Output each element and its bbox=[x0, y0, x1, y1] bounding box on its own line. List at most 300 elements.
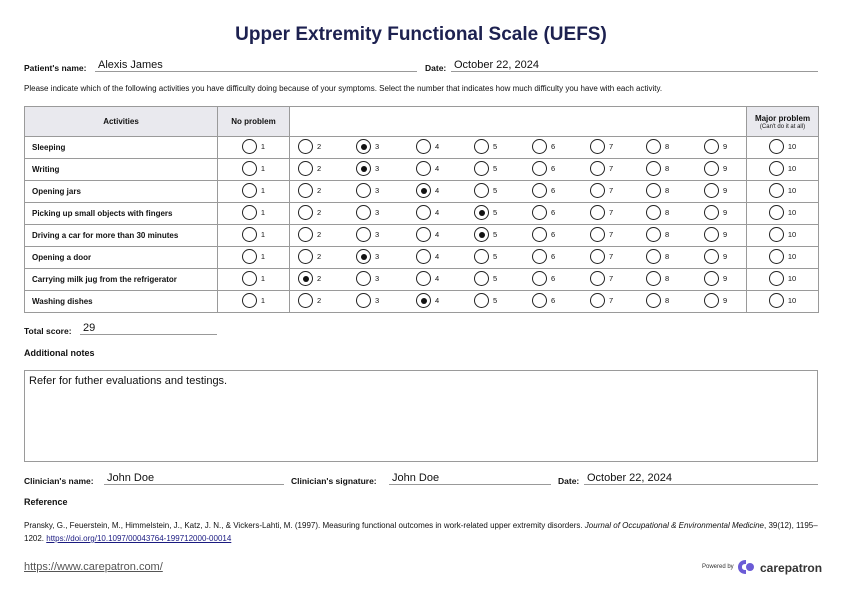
rating-option[interactable] bbox=[532, 271, 555, 286]
scale-cell bbox=[290, 137, 747, 159]
rating-option[interactable] bbox=[590, 205, 613, 220]
rating-option[interactable] bbox=[590, 249, 613, 264]
radio-button[interactable] bbox=[298, 205, 313, 220]
bottom-date-field[interactable]: October 22, 2024 bbox=[584, 472, 818, 485]
rating-number: 7 bbox=[609, 230, 614, 239]
rating-number: 4 bbox=[435, 208, 440, 217]
radio-button[interactable] bbox=[646, 139, 661, 154]
no-problem-cell bbox=[218, 247, 290, 269]
rating-option[interactable] bbox=[242, 249, 265, 264]
radio-button[interactable] bbox=[416, 227, 431, 242]
rating-option[interactable] bbox=[242, 271, 265, 286]
table-row bbox=[25, 159, 819, 181]
patient-name-field[interactable]: Alexis James bbox=[95, 59, 417, 72]
rating-number: 9 bbox=[723, 230, 728, 239]
radio-button[interactable] bbox=[646, 271, 661, 286]
rating-number: 3 bbox=[375, 208, 380, 217]
rating-option[interactable] bbox=[590, 183, 613, 198]
radio-button[interactable] bbox=[646, 293, 661, 308]
table-row bbox=[25, 225, 819, 247]
radio-button[interactable] bbox=[532, 293, 547, 308]
radio-button[interactable] bbox=[769, 139, 784, 154]
rating-option[interactable] bbox=[704, 183, 727, 198]
rating-option[interactable] bbox=[704, 249, 727, 264]
rating-number: 7 bbox=[609, 208, 614, 217]
rating-number: 2 bbox=[317, 252, 322, 261]
rating-number: 5 bbox=[493, 230, 498, 239]
radio-button[interactable] bbox=[356, 205, 371, 220]
reference-authors: Pransky, G., Feuerstein, M., Himmelstein, J., Katz, J. N., & Vickers-Lahti, M. (1997). Measuring functional outcomes in work-related upper extremity disorders. bbox=[24, 521, 585, 530]
rating-number: 5 bbox=[493, 296, 498, 305]
radio-button[interactable] bbox=[298, 293, 313, 308]
rating-number: 7 bbox=[609, 296, 614, 305]
rating-option[interactable] bbox=[298, 205, 321, 220]
rating-number: 8 bbox=[665, 252, 670, 261]
rating-number: 10 bbox=[787, 142, 797, 151]
major-problem-cell bbox=[747, 247, 819, 269]
radio-button[interactable] bbox=[474, 183, 489, 198]
radio-button[interactable] bbox=[704, 271, 719, 286]
rating-number: 8 bbox=[665, 164, 670, 173]
table-row bbox=[25, 291, 819, 313]
rating-option[interactable] bbox=[590, 227, 613, 242]
radio-button[interactable] bbox=[704, 227, 719, 242]
radio-button[interactable] bbox=[769, 249, 784, 264]
rating-number: 2 bbox=[317, 142, 322, 151]
rating-number: 1 bbox=[260, 230, 266, 239]
rating-number: 10 bbox=[787, 230, 797, 239]
radio-button[interactable] bbox=[704, 183, 719, 198]
rating-number: 3 bbox=[375, 274, 380, 283]
radio-button[interactable] bbox=[646, 249, 661, 264]
rating-option[interactable] bbox=[474, 249, 497, 264]
rating-number: 8 bbox=[665, 142, 670, 151]
rating-option[interactable] bbox=[532, 293, 555, 308]
radio-button[interactable] bbox=[416, 139, 431, 154]
rating-number: 10 bbox=[787, 274, 797, 283]
radio-button[interactable] bbox=[298, 249, 313, 264]
activity-label: Opening jars bbox=[25, 181, 218, 203]
rating-option[interactable] bbox=[416, 249, 439, 264]
rating-option[interactable] bbox=[298, 139, 321, 154]
radio-button[interactable] bbox=[356, 139, 371, 154]
rating-option[interactable] bbox=[416, 293, 439, 308]
rating-option[interactable] bbox=[416, 227, 439, 242]
date-field[interactable]: October 22, 2024 bbox=[451, 59, 818, 72]
reference-text bbox=[24, 519, 824, 545]
rating-option[interactable] bbox=[704, 271, 727, 286]
rating-option[interactable] bbox=[416, 161, 439, 176]
rating-option[interactable] bbox=[646, 227, 669, 242]
radio-button[interactable] bbox=[532, 205, 547, 220]
radio-button[interactable] bbox=[769, 293, 784, 308]
rating-option[interactable] bbox=[242, 139, 265, 154]
rating-option[interactable] bbox=[532, 227, 555, 242]
scale-cell bbox=[290, 225, 747, 247]
table-row bbox=[25, 203, 819, 225]
radio-button[interactable] bbox=[769, 227, 784, 242]
rating-option[interactable] bbox=[646, 249, 669, 264]
activities-header: Activities bbox=[25, 107, 218, 137]
rating-option[interactable] bbox=[416, 139, 439, 154]
table-row bbox=[25, 247, 819, 269]
rating-option[interactable] bbox=[646, 183, 669, 198]
rating-option[interactable] bbox=[356, 139, 379, 154]
radio-button[interactable] bbox=[474, 271, 489, 286]
rating-number: 7 bbox=[609, 252, 614, 261]
clinician-name-field[interactable]: John Doe bbox=[104, 472, 284, 485]
rating-option[interactable] bbox=[769, 249, 796, 264]
rating-number: 4 bbox=[435, 186, 440, 195]
rating-option[interactable] bbox=[242, 205, 265, 220]
rating-option[interactable] bbox=[416, 205, 439, 220]
rating-number: 9 bbox=[723, 164, 728, 173]
no-problem-cell bbox=[218, 203, 290, 225]
bottom-date-label: Date: bbox=[558, 476, 580, 486]
radio-button[interactable] bbox=[242, 271, 257, 286]
rating-option[interactable] bbox=[646, 139, 669, 154]
rating-number: 2 bbox=[317, 296, 322, 305]
rating-option[interactable] bbox=[416, 183, 439, 198]
rating-number: 7 bbox=[609, 142, 614, 151]
rating-option[interactable] bbox=[769, 183, 796, 198]
scale-header bbox=[290, 107, 747, 137]
major-problem-header bbox=[747, 107, 819, 137]
activity-label: Washing dishes bbox=[25, 291, 218, 313]
rating-number: 6 bbox=[551, 252, 556, 261]
scale-cell bbox=[290, 247, 747, 269]
major-problem-cell bbox=[747, 203, 819, 225]
total-score-field[interactable]: 29 bbox=[80, 322, 217, 335]
radio-button[interactable] bbox=[242, 227, 257, 242]
rating-number: 10 bbox=[787, 186, 797, 195]
clinician-signature-field[interactable]: John Doe bbox=[389, 472, 551, 485]
uefs-table bbox=[24, 106, 819, 313]
rating-number: 3 bbox=[375, 186, 380, 195]
activity-label: Sleeping bbox=[25, 137, 218, 159]
additional-notes-heading: Additional notes bbox=[24, 348, 95, 358]
rating-number: 8 bbox=[665, 208, 670, 217]
rating-number: 4 bbox=[435, 164, 440, 173]
rating-number: 3 bbox=[375, 252, 380, 261]
rating-number: 9 bbox=[723, 208, 728, 217]
radio-button[interactable] bbox=[242, 139, 257, 154]
scale-cell bbox=[290, 181, 747, 203]
radio-button[interactable] bbox=[646, 227, 661, 242]
rating-option[interactable] bbox=[298, 227, 321, 242]
rating-number: 3 bbox=[375, 296, 380, 305]
rating-option[interactable] bbox=[356, 271, 379, 286]
table-row bbox=[25, 181, 819, 203]
rating-number: 8 bbox=[665, 186, 670, 195]
major-problem-label: Major problem bbox=[754, 113, 811, 123]
rating-option[interactable] bbox=[532, 205, 555, 220]
rating-option[interactable] bbox=[356, 249, 379, 264]
rating-number: 9 bbox=[723, 252, 728, 261]
radio-button[interactable] bbox=[532, 183, 547, 198]
radio-button[interactable] bbox=[356, 249, 371, 264]
rating-option[interactable] bbox=[356, 205, 379, 220]
rating-option[interactable] bbox=[769, 293, 796, 308]
radio-button[interactable] bbox=[590, 161, 605, 176]
rating-number: 9 bbox=[723, 274, 728, 283]
rating-number: 1 bbox=[260, 164, 266, 173]
rating-number: 1 bbox=[260, 186, 266, 195]
radio-button[interactable] bbox=[590, 183, 605, 198]
scale-cell bbox=[290, 269, 747, 291]
rating-option[interactable] bbox=[416, 271, 439, 286]
radio-button[interactable] bbox=[474, 293, 489, 308]
rating-option[interactable] bbox=[704, 139, 727, 154]
rating-option[interactable] bbox=[646, 271, 669, 286]
rating-number: 3 bbox=[375, 142, 380, 151]
rating-option[interactable] bbox=[704, 205, 727, 220]
radio-button[interactable] bbox=[532, 139, 547, 154]
rating-number: 5 bbox=[493, 164, 498, 173]
rating-number: 10 bbox=[787, 252, 797, 261]
rating-option[interactable] bbox=[590, 139, 613, 154]
radio-button[interactable] bbox=[769, 271, 784, 286]
radio-button[interactable] bbox=[769, 161, 784, 176]
rating-number: 5 bbox=[493, 142, 498, 151]
radio-button[interactable] bbox=[532, 227, 547, 242]
no-problem-cell bbox=[218, 159, 290, 181]
radio-button[interactable] bbox=[769, 183, 784, 198]
powered-by-label: Powered by bbox=[702, 564, 734, 570]
radio-button[interactable] bbox=[532, 271, 547, 286]
rating-option[interactable] bbox=[242, 161, 265, 176]
rating-option[interactable] bbox=[590, 161, 613, 176]
radio-button[interactable] bbox=[416, 249, 431, 264]
radio-button[interactable] bbox=[474, 227, 489, 242]
rating-number: 8 bbox=[665, 296, 670, 305]
radio-button[interactable] bbox=[242, 161, 257, 176]
carepatron-brand: carepatron bbox=[760, 561, 823, 575]
rating-number: 2 bbox=[317, 230, 322, 239]
radio-button[interactable] bbox=[590, 227, 605, 242]
rating-option[interactable] bbox=[298, 293, 321, 308]
radio-button[interactable] bbox=[474, 249, 489, 264]
rating-number: 2 bbox=[317, 274, 322, 283]
rating-number: 4 bbox=[435, 274, 440, 283]
additional-notes-textarea[interactable]: Refer for futher evaluations and testings. bbox=[24, 370, 818, 462]
radio-button[interactable] bbox=[532, 249, 547, 264]
rating-option[interactable] bbox=[704, 293, 727, 308]
rating-number: 6 bbox=[551, 186, 556, 195]
rating-option[interactable] bbox=[590, 293, 613, 308]
rating-option[interactable] bbox=[769, 161, 796, 176]
rating-number: 4 bbox=[435, 230, 440, 239]
scale-cell bbox=[290, 203, 747, 225]
rating-number: 6 bbox=[551, 274, 556, 283]
rating-option[interactable] bbox=[769, 227, 796, 242]
rating-option[interactable] bbox=[298, 271, 321, 286]
radio-button[interactable] bbox=[646, 205, 661, 220]
activity-label: Writing bbox=[25, 159, 218, 181]
activity-label: Picking up small objects with fingers bbox=[25, 203, 218, 225]
rating-option[interactable] bbox=[356, 227, 379, 242]
radio-button[interactable] bbox=[474, 205, 489, 220]
radio-button[interactable] bbox=[416, 271, 431, 286]
carepatron-logo-icon bbox=[737, 559, 755, 575]
no-problem-cell bbox=[218, 137, 290, 159]
rating-number: 6 bbox=[551, 164, 556, 173]
reference-journal: Journal of Occupational & Environmental Medicine bbox=[584, 521, 765, 530]
rating-number: 4 bbox=[435, 252, 440, 261]
radio-button[interactable] bbox=[590, 293, 605, 308]
radio-button[interactable] bbox=[298, 139, 313, 154]
rating-option[interactable] bbox=[474, 161, 497, 176]
rating-option[interactable] bbox=[646, 293, 669, 308]
radio-button[interactable] bbox=[242, 293, 257, 308]
radio-button[interactable] bbox=[474, 139, 489, 154]
rating-option[interactable] bbox=[474, 293, 497, 308]
rating-option[interactable] bbox=[769, 139, 796, 154]
rating-number: 1 bbox=[260, 296, 266, 305]
rating-number: 7 bbox=[609, 164, 614, 173]
radio-button[interactable] bbox=[356, 227, 371, 242]
rating-number: 10 bbox=[787, 208, 797, 217]
activity-label: Carrying milk jug from the refrigerator bbox=[25, 269, 218, 291]
rating-option[interactable] bbox=[704, 227, 727, 242]
rating-number: 4 bbox=[435, 296, 440, 305]
major-problem-sublabel: (Can't do it at all) bbox=[759, 123, 806, 130]
rating-option[interactable] bbox=[242, 183, 265, 198]
no-problem-cell bbox=[218, 181, 290, 203]
major-problem-cell bbox=[747, 159, 819, 181]
rating-option[interactable] bbox=[532, 249, 555, 264]
rating-option[interactable] bbox=[474, 271, 497, 286]
rating-number: 8 bbox=[665, 274, 670, 283]
carepatron-url-link[interactable]: https://www.carepatron.com/ bbox=[24, 561, 163, 573]
radio-button[interactable] bbox=[474, 161, 489, 176]
rating-option[interactable] bbox=[532, 183, 555, 198]
rating-option[interactable] bbox=[532, 161, 555, 176]
rating-option[interactable] bbox=[356, 161, 379, 176]
clinician-signature-label: Clinician's signature: bbox=[291, 476, 377, 486]
rating-number: 5 bbox=[493, 186, 498, 195]
rating-number: 2 bbox=[317, 208, 322, 217]
radio-button[interactable] bbox=[416, 205, 431, 220]
radio-button[interactable] bbox=[356, 183, 371, 198]
radio-button[interactable] bbox=[704, 293, 719, 308]
radio-button[interactable] bbox=[416, 183, 431, 198]
rating-number: 5 bbox=[493, 252, 498, 261]
radio-button[interactable] bbox=[590, 271, 605, 286]
rating-number: 5 bbox=[493, 274, 498, 283]
clinician-name-label: Clinician's name: bbox=[24, 476, 94, 486]
rating-option[interactable] bbox=[474, 183, 497, 198]
radio-button[interactable] bbox=[242, 205, 257, 220]
radio-button[interactable] bbox=[704, 205, 719, 220]
radio-button[interactable] bbox=[298, 161, 313, 176]
rating-option[interactable] bbox=[298, 183, 321, 198]
radio-button[interactable] bbox=[590, 139, 605, 154]
rating-option[interactable] bbox=[356, 183, 379, 198]
radio-button[interactable] bbox=[590, 249, 605, 264]
rating-option[interactable] bbox=[474, 139, 497, 154]
rating-option[interactable] bbox=[298, 249, 321, 264]
rating-option[interactable] bbox=[646, 205, 669, 220]
rating-option[interactable] bbox=[590, 271, 613, 286]
reference-doi-link[interactable]: https://doi.org/10.1097/00043764-199712000-00014 bbox=[46, 534, 232, 543]
radio-button[interactable] bbox=[298, 227, 313, 242]
major-problem-cell bbox=[747, 181, 819, 203]
radio-button[interactable] bbox=[298, 271, 313, 286]
radio-button[interactable] bbox=[532, 161, 547, 176]
radio-button[interactable] bbox=[646, 161, 661, 176]
radio-button[interactable] bbox=[590, 205, 605, 220]
radio-button[interactable] bbox=[646, 183, 661, 198]
major-problem-cell bbox=[747, 137, 819, 159]
rating-option[interactable] bbox=[769, 205, 796, 220]
rating-number: 2 bbox=[317, 186, 322, 195]
radio-button[interactable] bbox=[298, 183, 313, 198]
rating-option[interactable] bbox=[474, 227, 497, 242]
rating-option[interactable] bbox=[298, 161, 321, 176]
rating-number: 6 bbox=[551, 208, 556, 217]
form-title: Upper Extremity Functional Scale (UEFS) bbox=[235, 24, 607, 45]
reference-volume: , 39(12), 1195–1202. bbox=[24, 521, 818, 543]
radio-button[interactable] bbox=[704, 249, 719, 264]
radio-button[interactable] bbox=[416, 161, 431, 176]
rating-number: 7 bbox=[609, 186, 614, 195]
radio-button[interactable] bbox=[704, 161, 719, 176]
total-score-label: Total score: bbox=[24, 326, 72, 336]
radio-button[interactable] bbox=[356, 293, 371, 308]
rating-number: 3 bbox=[375, 164, 380, 173]
rating-number: 8 bbox=[665, 230, 670, 239]
rating-number: 10 bbox=[787, 164, 797, 173]
rating-number: 7 bbox=[609, 274, 614, 283]
rating-number: 1 bbox=[260, 208, 266, 217]
rating-option[interactable] bbox=[474, 205, 497, 220]
scale-cell bbox=[290, 159, 747, 181]
reference-heading: Reference bbox=[24, 497, 68, 507]
rating-number: 1 bbox=[260, 274, 266, 283]
radio-button[interactable] bbox=[356, 271, 371, 286]
radio-button[interactable] bbox=[242, 249, 257, 264]
rating-number: 3 bbox=[375, 230, 380, 239]
rating-option[interactable] bbox=[646, 161, 669, 176]
rating-option[interactable] bbox=[242, 293, 265, 308]
instructions-text: Please indicate which of the following activities you have difficulty doing because of your symptoms. Select the number that indicates how much difficulty you have with each activity. bbox=[24, 84, 663, 93]
radio-button[interactable] bbox=[704, 139, 719, 154]
rating-option[interactable] bbox=[356, 293, 379, 308]
radio-button[interactable] bbox=[356, 161, 371, 176]
rating-option[interactable] bbox=[704, 161, 727, 176]
rating-number: 6 bbox=[551, 142, 556, 151]
scale-cell bbox=[290, 291, 747, 313]
activity-label: Opening a door bbox=[25, 247, 218, 269]
table-row bbox=[25, 269, 819, 291]
major-problem-cell bbox=[747, 225, 819, 247]
radio-button[interactable] bbox=[242, 183, 257, 198]
no-problem-cell bbox=[218, 291, 290, 313]
rating-number: 9 bbox=[723, 142, 728, 151]
radio-button[interactable] bbox=[416, 293, 431, 308]
major-problem-cell bbox=[747, 291, 819, 313]
rating-option[interactable] bbox=[769, 271, 796, 286]
rating-option[interactable] bbox=[532, 139, 555, 154]
radio-button[interactable] bbox=[769, 205, 784, 220]
major-problem-cell bbox=[747, 269, 819, 291]
rating-number: 5 bbox=[493, 208, 498, 217]
date-label: Date: bbox=[425, 63, 447, 73]
rating-number: 1 bbox=[260, 142, 266, 151]
no-problem-header: No problem bbox=[218, 107, 290, 137]
rating-option[interactable] bbox=[242, 227, 265, 242]
